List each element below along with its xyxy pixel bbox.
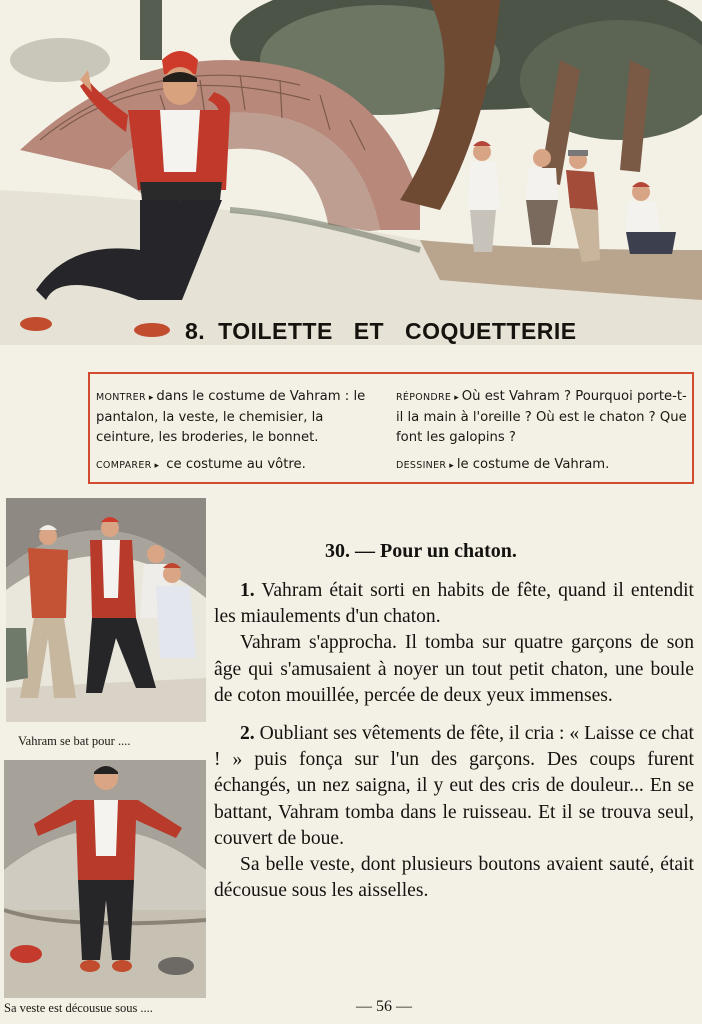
keyword-montrer: MONTRER — [96, 392, 146, 403]
story-paragraph-2 — [214, 630, 694, 709]
exercise-dessiner — [396, 455, 688, 476]
arrow-icon: ▸ — [154, 461, 160, 471]
paragraph-text: Vahram s'approcha. Il tomba sur quatre garçons de son âge qui s'amusaient à noyer un tout petit chaton, une boule de coton mouillée, percée de deux yeux immenses. — [214, 632, 694, 706]
lesson-title-word-2: ET — [353, 318, 385, 344]
paragraph-number: 1. — [240, 580, 255, 601]
arrow-icon: ▸ — [148, 393, 154, 403]
montrer-text-line1: dans le costume de Vahram : — [156, 389, 350, 404]
exercise-repondre — [396, 387, 688, 448]
repondre-text-rest: porte-t-il la main à l'oreille ? Où est le chaton ? Que font les galopins ? — [396, 389, 687, 445]
paragraph-text: Oubliant ses vêtements de fête, il cria : « Laisse ce chat ! » puis fonça sur l'un des garçons. Des coups furent échangés, un nez saigna, il y eut des cris de douleur... En se battant, Vahram tomba dans le ruisseau. Et il se trouva seul, couvert de boue. — [214, 723, 694, 849]
arrow-icon: ▸ — [454, 393, 459, 403]
keyword-dessiner: DESSINER — [396, 460, 447, 471]
page-number: — 56 — — [356, 998, 412, 1015]
paragraph-text: Vahram était sorti en habits de fête, quand il entendit les miaulements d'un chaton. — [214, 580, 695, 628]
lesson-number: 8. — [185, 318, 206, 344]
comparer-text: ce costume au vôtre. — [166, 457, 306, 472]
illustration-vahram-muddy — [4, 760, 206, 998]
story-paragraph-1 — [214, 578, 694, 630]
paragraph-number: 2. — [240, 723, 255, 745]
caption-fight: Vahram se bat pour .... — [18, 734, 131, 748]
story-text — [214, 578, 694, 904]
montrer-text-rest: le pantalon, la veste, le chemisier, la ceinture, les broderies, le bonnet. — [96, 389, 366, 445]
illustration-fight — [6, 498, 206, 722]
exercise-montrer — [96, 387, 382, 448]
exercise-box — [88, 372, 694, 484]
paragraph-text: Sa belle veste, dont plusieurs boutons avaient sauté, était décousue sous les aisselles. — [214, 854, 694, 902]
keyword-repondre: RÉPONDRE — [396, 392, 452, 403]
story-paragraph-3 — [214, 721, 694, 852]
caption-jacket: Sa veste est décousue sous .... — [4, 1001, 153, 1015]
dessiner-text: le costume de Vahram. — [456, 457, 610, 472]
lesson-title-word-1: TOILETTE — [218, 318, 333, 344]
story-paragraph-4 — [214, 852, 694, 904]
lesson-title-word-3: COQUETTERIE — [405, 318, 577, 344]
story-title: 30. — Pour un chaton. — [325, 540, 517, 562]
repondre-text-line1: Où est Vahram ? Pourquoi — [461, 389, 633, 404]
illustration-vahram-bridge — [0, 0, 702, 345]
arrow-icon: ▸ — [449, 461, 454, 471]
lesson-title — [185, 318, 685, 345]
exercise-comparer — [96, 455, 382, 476]
keyword-comparer: COMPARER — [96, 460, 152, 471]
